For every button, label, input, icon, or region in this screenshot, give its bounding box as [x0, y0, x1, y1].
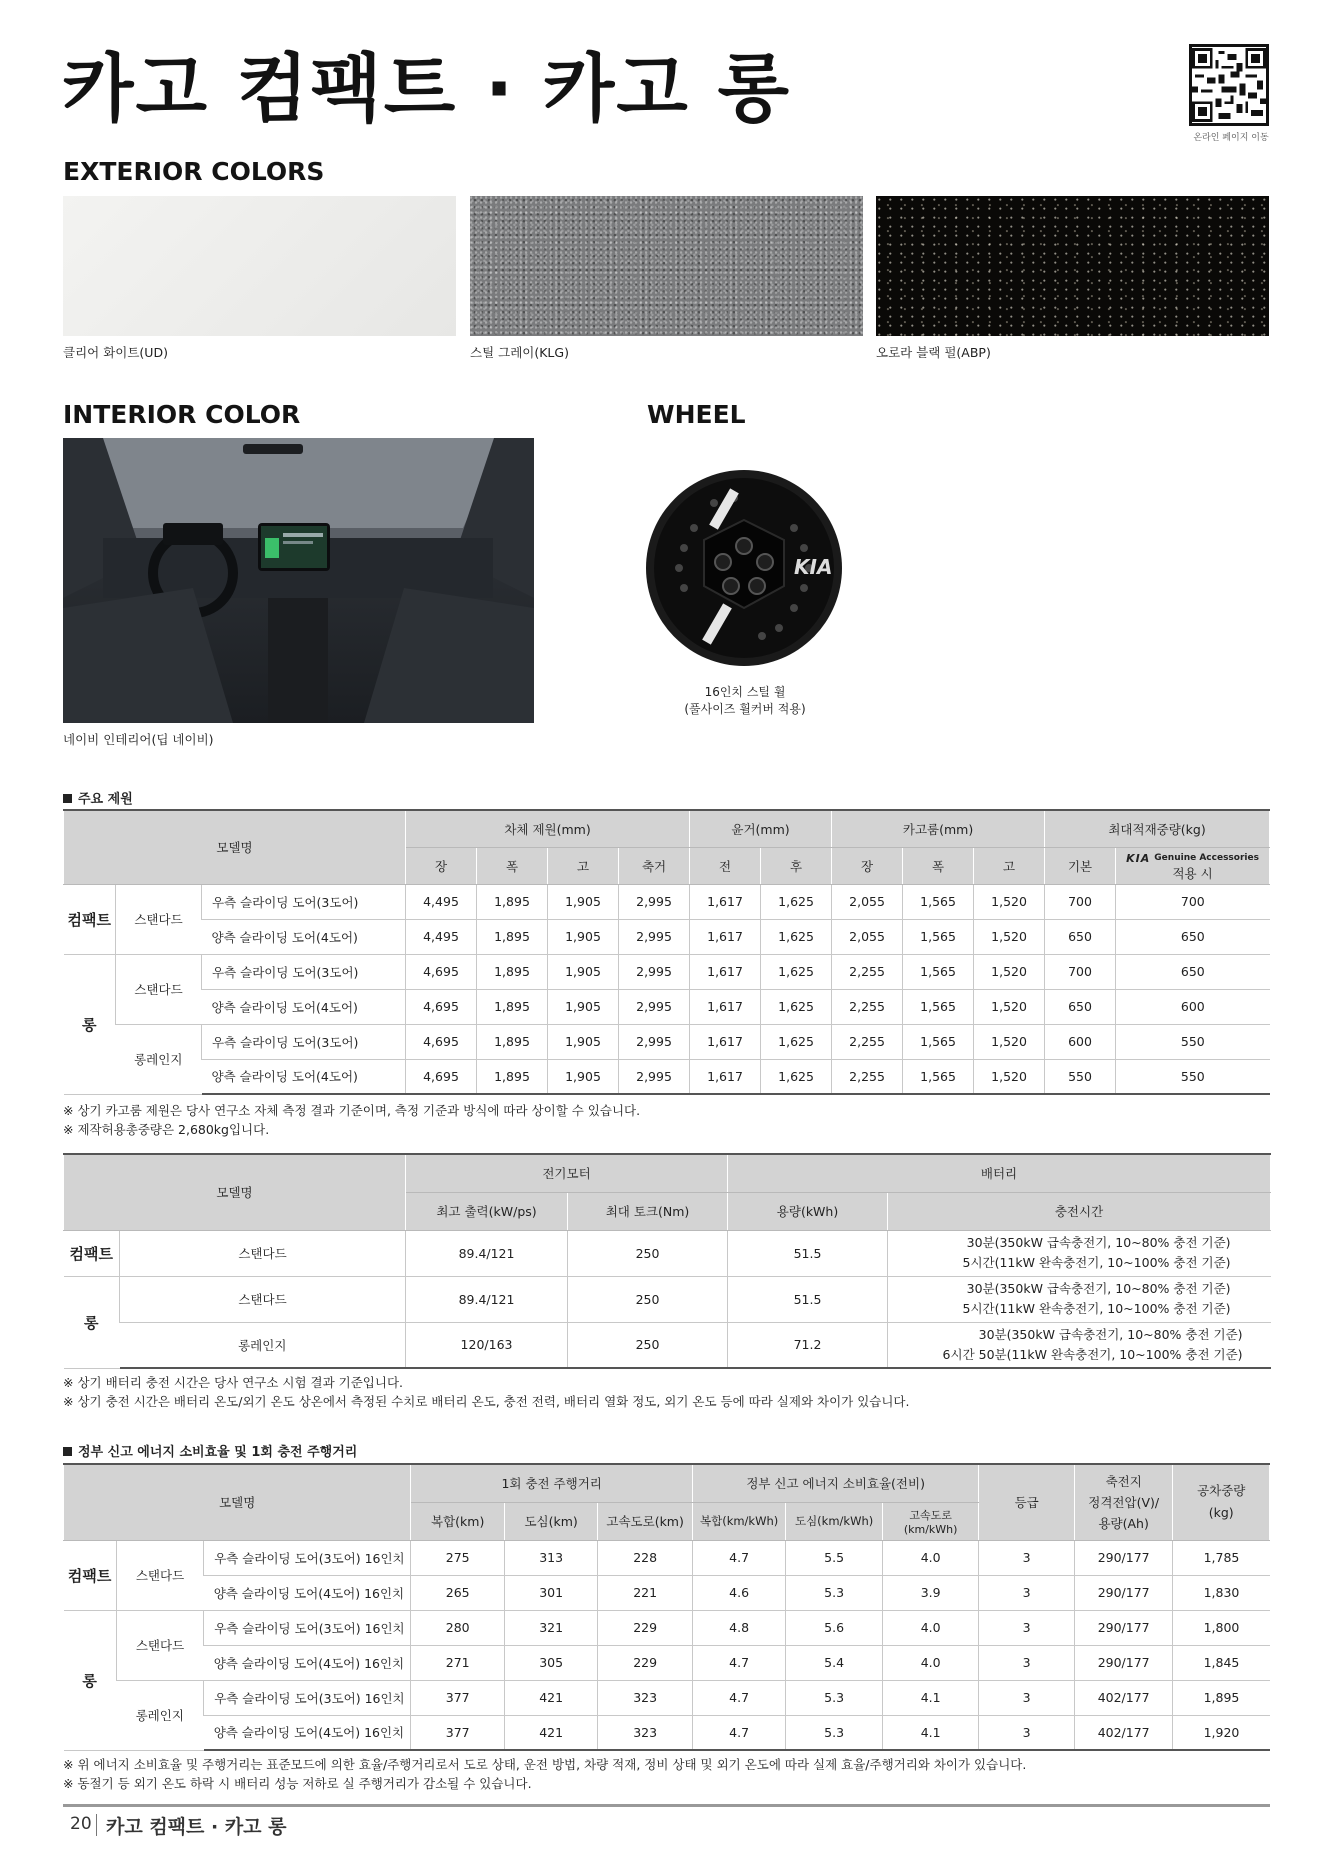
header-cargo-height: 고	[974, 847, 1045, 884]
cell: 3.9	[882, 1575, 979, 1610]
cell: 1,565	[903, 1024, 974, 1059]
door-type: 양측 슬라이딩 도어(4도어) 16인치	[204, 1715, 411, 1750]
footer-divider	[63, 1804, 1270, 1807]
charge-time-cell	[888, 1322, 1271, 1368]
cell: 305	[504, 1645, 597, 1680]
table-row	[64, 1715, 1270, 1750]
kia-logo-icon: KIA	[1126, 852, 1151, 865]
door-type: 양측 슬라이딩 도어(4도어)	[202, 919, 406, 954]
cell: 1,520	[974, 884, 1045, 919]
motor-note-2: ※ 상기 충전 시간은 배터리 온도/외기 온도 상온에서 측정된 수치로 배터리 온도, 충전 전력, 배터리 열화 정도, 외기 온도 등에 따라 실제와 차이가 있습니다.	[63, 1394, 910, 1409]
color-label-steel-gray: 스틸 그레이(KLG)	[470, 345, 569, 360]
cell: 4.7	[692, 1645, 785, 1680]
cell: 290/177	[1074, 1575, 1173, 1610]
door-type: 우측 슬라이딩 도어(3도어) 16인치	[204, 1610, 411, 1645]
cell: 71.2	[728, 1322, 888, 1368]
cell: 5.6	[786, 1610, 883, 1645]
exterior-heading: EXTERIOR COLORS	[63, 157, 325, 186]
group-compact: 컴팩트	[64, 1540, 117, 1610]
cell: 4.1	[882, 1715, 979, 1750]
trim-standard: 스탠다드	[116, 1610, 203, 1680]
header-range-city: 도심(km)	[504, 1502, 597, 1540]
wheel-caption-line1: 16인치 스틸 휠	[704, 685, 786, 699]
cell: 250	[568, 1276, 728, 1322]
cell: 1,895	[477, 989, 548, 1024]
door-type: 우측 슬라이딩 도어(3도어)	[202, 884, 406, 919]
cell: 4.8	[692, 1610, 785, 1645]
group-long: 롱	[64, 1610, 117, 1750]
table-row	[64, 884, 1270, 919]
cell: 3	[979, 1645, 1075, 1680]
interior-image	[63, 438, 534, 723]
qr-code[interactable]	[1189, 44, 1269, 126]
trim-longrange: 롱레인지	[116, 1024, 202, 1094]
header-basic: 기본	[1045, 847, 1116, 884]
cell: 290/177	[1074, 1610, 1173, 1645]
cell: 1,785	[1173, 1540, 1270, 1575]
cell: 221	[598, 1575, 692, 1610]
cell: 3	[979, 1540, 1075, 1575]
cell: 1,617	[690, 989, 761, 1024]
interior-heading: INTERIOR COLOR	[63, 400, 301, 429]
cell: 1,617	[690, 1024, 761, 1059]
cell: 51.5	[728, 1276, 888, 1322]
cell: 1,565	[903, 919, 974, 954]
cell: 2,995	[619, 919, 690, 954]
cell: 2,055	[832, 884, 903, 919]
cell: 4.7	[692, 1715, 785, 1750]
table-row	[64, 989, 1270, 1024]
cell: 700	[1045, 884, 1116, 919]
cell: 2,255	[832, 1059, 903, 1094]
cell: 1,617	[690, 1059, 761, 1094]
group-compact: 컴팩트	[64, 1230, 120, 1276]
cell: 3	[979, 1715, 1075, 1750]
header-height: 고	[548, 847, 619, 884]
cell: 1,625	[761, 884, 832, 919]
cell: 1,625	[761, 989, 832, 1024]
cell: 4.1	[882, 1680, 979, 1715]
cell: 1,520	[974, 919, 1045, 954]
charge-slow: 5시간(11kW 완속충전기, 10~100% 충전 기준)	[962, 1301, 1231, 1316]
header-eff-combined: 복합(km/kWh)	[692, 1502, 785, 1540]
header-eff-highway: 고속도로(km/kWh)	[882, 1502, 979, 1540]
cell: 1,520	[974, 1024, 1045, 1059]
header-capacity: 용량(kWh)	[728, 1192, 888, 1230]
cell: 600	[1116, 989, 1270, 1024]
efficiency-heading	[63, 1441, 357, 1460]
cell: 5.5	[786, 1540, 883, 1575]
color-label-clear-white: 클리어 화이트(UD)	[63, 345, 168, 360]
cell: 2,995	[619, 989, 690, 1024]
cell: 229	[598, 1610, 692, 1645]
cell: 2,995	[619, 884, 690, 919]
table-row	[64, 1059, 1270, 1094]
cell: 1,830	[1173, 1575, 1270, 1610]
cell: 1,905	[548, 1024, 619, 1059]
charge-slow: 6시간 50분(11kW 완속충전기, 10~100% 충전 기준)	[942, 1346, 1243, 1362]
group-compact: 컴팩트	[64, 884, 116, 954]
header-tread: 윤거(mm)	[690, 810, 832, 847]
header-accessories	[1116, 847, 1270, 884]
cell: 550	[1116, 1059, 1270, 1094]
trim: 스탠다드	[120, 1230, 406, 1276]
door-type: 우측 슬라이딩 도어(3도어) 16인치	[204, 1540, 411, 1575]
cell: 1,895	[477, 884, 548, 919]
cell: 4,695	[406, 1024, 477, 1059]
color-swatch-aurora-black	[876, 196, 1269, 336]
header-curb-weight	[1173, 1464, 1270, 1540]
cell: 323	[598, 1680, 692, 1715]
cell: 377	[411, 1715, 504, 1750]
cell: 700	[1045, 954, 1116, 989]
cell: 1,895	[1173, 1680, 1270, 1715]
cell: 271	[411, 1645, 504, 1680]
header-motor: 전기모터	[406, 1154, 728, 1192]
header-torque: 최대 토크(Nm)	[568, 1192, 728, 1230]
table-row	[64, 1645, 1270, 1680]
table-row	[64, 1024, 1270, 1059]
cell: 650	[1116, 919, 1270, 954]
kia-accessories-logo	[1126, 851, 1259, 866]
efficiency-table	[63, 1463, 1270, 1751]
motor-note-1: ※ 상기 배터리 충전 시간은 당사 연구소 시험 결과 기준입니다.	[63, 1375, 404, 1390]
wheel-caption	[640, 684, 850, 718]
cell: 650	[1045, 919, 1116, 954]
trim-standard: 스탠다드	[116, 954, 202, 1024]
header-model: 모델명	[64, 1154, 406, 1230]
table-row	[64, 919, 1270, 954]
footer-title: 카고 컴팩트 · 카고 롱	[106, 1816, 287, 1838]
trim: 스탠다드	[120, 1276, 406, 1322]
cell: 265	[411, 1575, 504, 1610]
cell: 1,565	[903, 954, 974, 989]
square-bullet-icon	[63, 1447, 72, 1456]
header-length: 장	[406, 847, 477, 884]
cell: 4,695	[406, 989, 477, 1024]
trim: 롱레인지	[120, 1322, 406, 1368]
cell: 51.5	[728, 1230, 888, 1276]
cell: 323	[598, 1715, 692, 1750]
charge-fast: 30분(350kW 급속충전기, 10~80% 충전 기준)	[966, 1235, 1231, 1250]
accessories-brand: Genuine Accessories	[1154, 853, 1259, 863]
cell: 1,920	[1173, 1715, 1270, 1750]
specs-note-2: ※ 제작허용총중량은 2,680kg입니다.	[63, 1122, 270, 1137]
charge-fast: 30분(350kW 급속충전기, 10~80% 충전 기준)	[978, 1326, 1243, 1342]
charge-slow: 5시간(11kW 완속충전기, 10~100% 충전 기준)	[962, 1255, 1231, 1270]
table-row	[64, 1276, 1271, 1322]
interior-label: 네이비 인테리어(딥 네이비)	[63, 732, 214, 747]
cell: 1,520	[974, 989, 1045, 1024]
cell: 5.3	[786, 1715, 883, 1750]
group-long: 롱	[64, 954, 116, 1094]
cell: 4,495	[406, 884, 477, 919]
cell: 1,617	[690, 919, 761, 954]
cell: 290/177	[1074, 1540, 1173, 1575]
cell: 421	[504, 1715, 597, 1750]
cell: 5.3	[786, 1680, 883, 1715]
cell: 1,905	[548, 884, 619, 919]
header-battery-voltage	[1074, 1464, 1173, 1540]
header-front: 전	[690, 847, 761, 884]
cell: 402/177	[1074, 1680, 1173, 1715]
door-type: 우측 슬라이딩 도어(3도어)	[202, 1024, 406, 1059]
header-battery: 배터리	[728, 1154, 1271, 1192]
header-model: 모델명	[64, 1464, 411, 1540]
cell: 229	[598, 1645, 692, 1680]
cell: 89.4/121	[406, 1230, 568, 1276]
cell: 1,625	[761, 954, 832, 989]
cell: 650	[1116, 954, 1270, 989]
header-width: 폭	[477, 847, 548, 884]
header-weight-line1: 공차중량	[1197, 1483, 1246, 1499]
efficiency-note-1: ※ 위 에너지 소비효율 및 주행거리는 표준모드에 의한 효율/주행거리로서 도로 상태, 운전 방법, 차량 적재, 정비 상태 및 외기 온도에 따라 실제 효율/주행거리와 차이가 있습니다.	[63, 1757, 1027, 1772]
charge-fast: 30분(350kW 급속충전기, 10~80% 충전 기준)	[966, 1281, 1231, 1296]
cell: 4,695	[406, 1059, 477, 1094]
header-efficiency: 정부 신고 에너지 소비효율(전비)	[692, 1464, 979, 1502]
cell: 250	[568, 1230, 728, 1276]
motor-battery-table	[63, 1153, 1271, 1369]
header-batt-line1: 축전지	[1105, 1473, 1142, 1489]
footer-separator	[96, 1814, 97, 1836]
color-swatch-steel-gray	[470, 196, 863, 336]
cell: 3	[979, 1680, 1075, 1715]
cell: 2,995	[619, 954, 690, 989]
cell: 1,800	[1173, 1610, 1270, 1645]
trim-standard: 스탠다드	[116, 884, 202, 954]
group-long: 롱	[64, 1276, 120, 1368]
cell: 402/177	[1074, 1715, 1173, 1750]
cell: 2,255	[832, 954, 903, 989]
cell: 2,995	[619, 1024, 690, 1059]
wheel-caption-line2: (풀사이즈 휠커버 적용)	[684, 702, 806, 716]
cell: 377	[411, 1680, 504, 1715]
trim-standard: 스탠다드	[116, 1540, 203, 1610]
cell: 421	[504, 1680, 597, 1715]
color-swatch-clear-white	[63, 196, 456, 336]
efficiency-notes	[63, 1755, 1026, 1793]
door-type: 양측 슬라이딩 도어(4도어)	[202, 1059, 406, 1094]
cell: 4.0	[882, 1645, 979, 1680]
cell: 1,617	[690, 884, 761, 919]
table-row	[64, 1540, 1270, 1575]
cell: 1,625	[761, 1024, 832, 1059]
cell: 1,895	[477, 1024, 548, 1059]
cell: 1,905	[548, 989, 619, 1024]
specs-heading-text: 주요 제원	[78, 792, 133, 807]
table-row	[64, 1680, 1270, 1715]
cell: 1,895	[477, 954, 548, 989]
specs-notes	[63, 1101, 640, 1139]
cell: 4.6	[692, 1575, 785, 1610]
cell: 1,905	[548, 1059, 619, 1094]
wheel-image	[644, 468, 844, 668]
table-row	[64, 1575, 1270, 1610]
door-type: 양측 슬라이딩 도어(4도어) 16인치	[204, 1575, 411, 1610]
cell: 2,055	[832, 919, 903, 954]
cell: 4,495	[406, 919, 477, 954]
cell: 650	[1045, 989, 1116, 1024]
header-weight-line2: (kg)	[1208, 1505, 1234, 1521]
table-row	[64, 1610, 1270, 1645]
cell: 275	[411, 1540, 504, 1575]
cell: 1,520	[974, 1059, 1045, 1094]
cell: 301	[504, 1575, 597, 1610]
header-batt-line2: 정격전압(V)/	[1088, 1494, 1160, 1510]
door-type: 양측 슬라이딩 도어(4도어) 16인치	[204, 1645, 411, 1680]
header-power: 최고 출력(kW/ps)	[406, 1192, 568, 1230]
header-range: 1회 충전 주행거리	[411, 1464, 692, 1502]
wheel-heading: WHEEL	[647, 400, 746, 429]
header-cargo-width: 폭	[903, 847, 974, 884]
specs-heading	[63, 788, 133, 807]
color-label-aurora-black: 오로라 블랙 펄(ABP)	[876, 345, 991, 360]
header-range-highway: 고속도로(km)	[598, 1502, 692, 1540]
efficiency-heading-text: 정부 신고 에너지 소비효율 및 1회 충전 주행거리	[78, 1445, 358, 1460]
cell: 1,565	[903, 884, 974, 919]
cell: 3	[979, 1575, 1075, 1610]
cell: 550	[1045, 1059, 1116, 1094]
cell: 280	[411, 1610, 504, 1645]
specs-table	[63, 809, 1270, 1095]
door-type: 우측 슬라이딩 도어(3도어) 16인치	[204, 1680, 411, 1715]
header-cargo: 카고룸(mm)	[832, 810, 1045, 847]
cell: 5.4	[786, 1645, 883, 1680]
cell: 1,565	[903, 989, 974, 1024]
table-row	[64, 1322, 1271, 1368]
header-grade: 등급	[979, 1464, 1075, 1540]
header-rear: 후	[761, 847, 832, 884]
cell: 3	[979, 1610, 1075, 1645]
header-cargo-length: 장	[832, 847, 903, 884]
cell: 1,905	[548, 954, 619, 989]
cell: 321	[504, 1610, 597, 1645]
cell: 1,845	[1173, 1645, 1270, 1680]
trim-longrange: 롱레인지	[116, 1680, 203, 1750]
square-bullet-icon	[63, 794, 72, 803]
cell: 1,895	[477, 1059, 548, 1094]
header-range-combined: 복합(km)	[411, 1502, 504, 1540]
cell: 2,995	[619, 1059, 690, 1094]
page-title: 카고 컴팩트 · 카고 롱	[62, 46, 792, 132]
cell: 1,617	[690, 954, 761, 989]
cell: 1,895	[477, 919, 548, 954]
header-charge-time: 충전시간	[888, 1192, 1271, 1230]
page-number: 20	[70, 1814, 92, 1834]
door-type: 양측 슬라이딩 도어(4도어)	[202, 989, 406, 1024]
charge-time-cell	[888, 1230, 1271, 1276]
cell: 700	[1116, 884, 1270, 919]
header-wheelbase: 축거	[619, 847, 690, 884]
header-eff-city: 도심(km/kWh)	[786, 1502, 883, 1540]
charge-time-cell	[888, 1276, 1271, 1322]
specs-note-1: ※ 상기 카고룸 제원은 당사 연구소 자체 측정 결과 기준이며, 측정 기준과 방식에 따라 상이할 수 있습니다.	[63, 1103, 641, 1118]
header-batt-line3: 용량(Ah)	[1098, 1515, 1149, 1531]
cell: 4.7	[692, 1540, 785, 1575]
cell: 4.7	[692, 1680, 785, 1715]
cell: 228	[598, 1540, 692, 1575]
table-row	[64, 1230, 1271, 1276]
header-model: 모델명	[64, 810, 406, 884]
cell: 550	[1116, 1024, 1270, 1059]
cell: 5.3	[786, 1575, 883, 1610]
cell: 1,565	[903, 1059, 974, 1094]
cell: 1,625	[761, 1059, 832, 1094]
efficiency-note-2: ※ 동절기 등 외기 온도 하락 시 배터리 성능 저하로 실 주행거리가 감소될 수 있습니다.	[63, 1776, 532, 1791]
cell: 250	[568, 1322, 728, 1368]
door-type: 우측 슬라이딩 도어(3도어)	[202, 954, 406, 989]
cell: 2,255	[832, 1024, 903, 1059]
cell: 4.0	[882, 1610, 979, 1645]
header-body: 차체 제원(mm)	[406, 810, 690, 847]
cell: 290/177	[1074, 1645, 1173, 1680]
cell: 313	[504, 1540, 597, 1575]
cell: 89.4/121	[406, 1276, 568, 1322]
table-row	[64, 954, 1270, 989]
cell: 4,695	[406, 954, 477, 989]
motor-notes	[63, 1373, 909, 1411]
cell: 1,905	[548, 919, 619, 954]
cell: 2,255	[832, 989, 903, 1024]
cell: 1,520	[974, 954, 1045, 989]
accessories-apply: 적용 시	[1172, 866, 1213, 881]
header-load: 최대적재중량(kg)	[1045, 810, 1270, 847]
cell: 600	[1045, 1024, 1116, 1059]
cell: 4.0	[882, 1540, 979, 1575]
qr-caption: 온라인 페이지 이동	[1193, 133, 1269, 143]
cell: 1,625	[761, 919, 832, 954]
cell: 120/163	[406, 1322, 568, 1368]
svg-text:KIA: KIA	[794, 555, 833, 579]
